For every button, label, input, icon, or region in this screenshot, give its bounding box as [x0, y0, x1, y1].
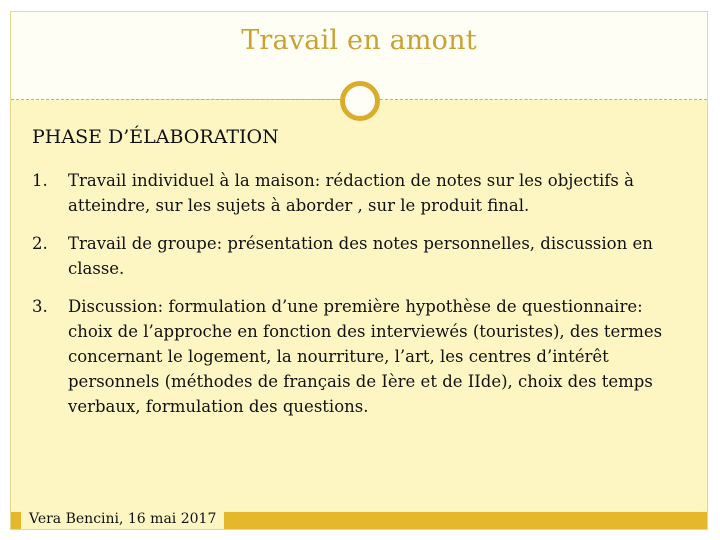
list-item-number: 1.	[32, 171, 48, 190]
list-item-text: Travail de groupe: présentation des notes personnelles, discussion en classe.	[68, 234, 653, 278]
footer-author-date: Vera Bencini, 16 mai 2017	[21, 509, 224, 529]
list-item	[32, 168, 692, 218]
list-item-text: Travail individuel à la maison: rédaction de notes sur les objectifs à atteindre, sur les sujets à aborder , sur le produit final.	[68, 171, 634, 215]
list-item-number: 3.	[32, 297, 48, 316]
section-heading: PHASE D’ÉLABORATION	[32, 126, 279, 148]
list-item	[32, 294, 692, 419]
list-item-number: 2.	[32, 234, 48, 253]
numbered-list	[32, 168, 692, 432]
divider-left	[11, 99, 340, 100]
circle-ornament-icon	[340, 81, 380, 121]
slide	[10, 11, 708, 530]
slide-title: Travail en amont	[241, 25, 477, 56]
list-item-text: Discussion: formulation d’une première hypothèse de questionnaire: choix de l’approche en fonction des interviewés (touristes), des termes concernant le logement, la nourriture, l’art, les centres d’intérêt personnels (méthodes de français de Ière et de IIde), choix des temps verbaux, formulation des questions.	[68, 297, 663, 416]
divider-right	[380, 99, 707, 100]
list-item	[32, 231, 692, 281]
